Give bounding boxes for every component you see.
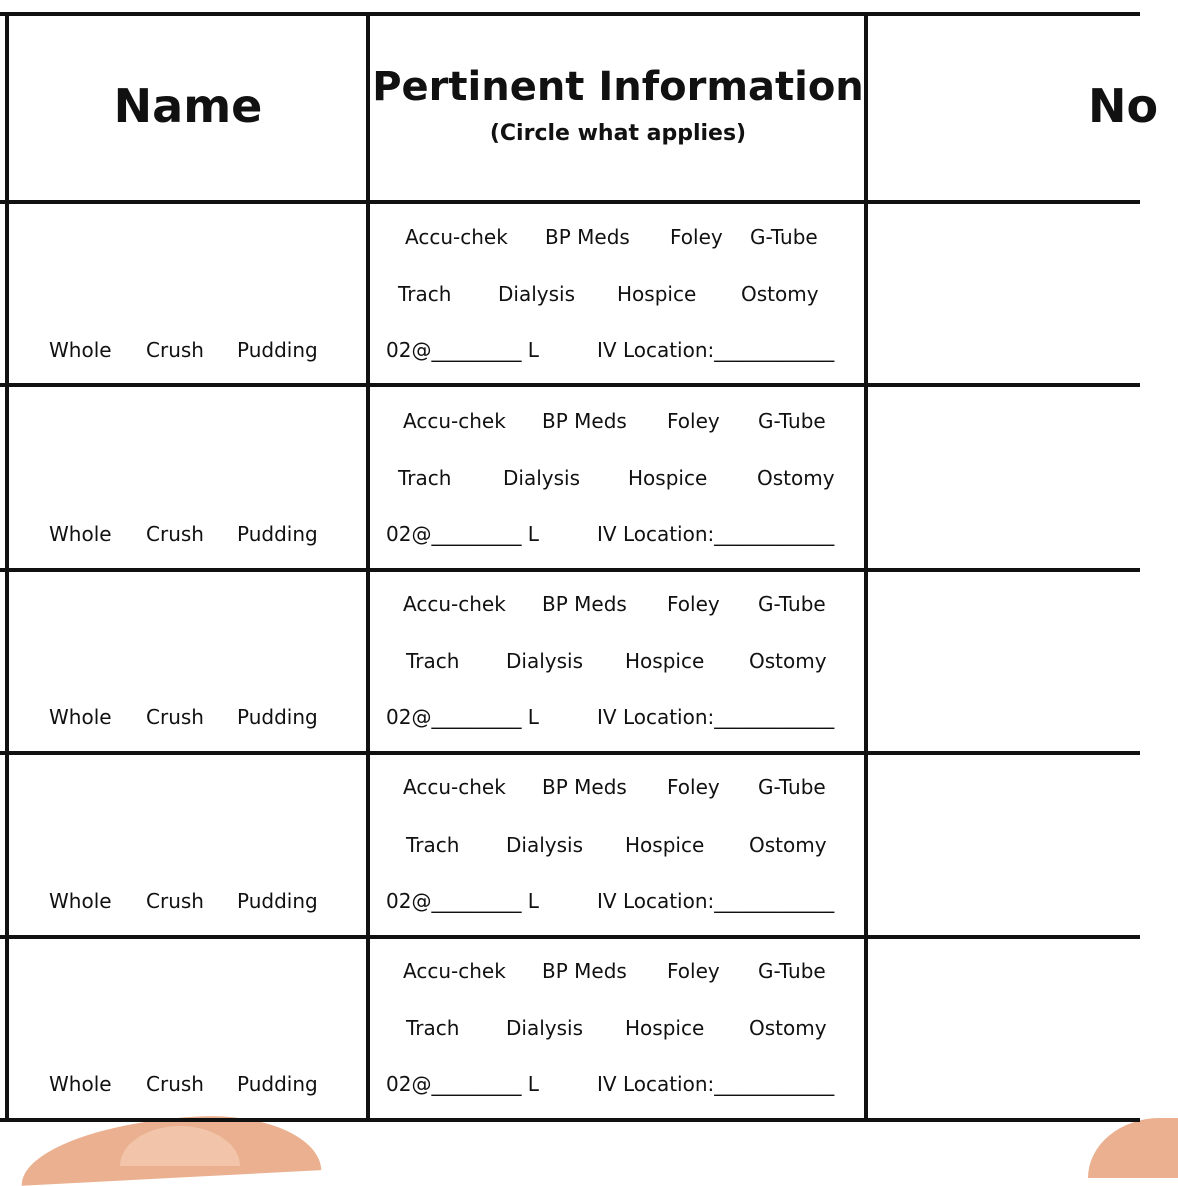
option-g-tube[interactable]: G-Tube <box>758 409 826 433</box>
med-option-crush[interactable]: Crush <box>146 889 204 913</box>
o2-liters-field[interactable]: 02@_________ L <box>386 1072 539 1096</box>
option-ostomy[interactable]: Ostomy <box>749 649 827 673</box>
column-header-notes: No <box>1088 79 1159 133</box>
option-accu-chek[interactable]: Accu-chek <box>405 225 508 249</box>
option-bp-meds[interactable]: BP Meds <box>545 225 630 249</box>
option-hospice[interactable]: Hospice <box>617 282 697 306</box>
option-g-tube[interactable]: G-Tube <box>758 775 826 799</box>
med-option-pudding[interactable]: Pudding <box>237 522 318 546</box>
option-foley[interactable]: Foley <box>667 592 720 616</box>
option-trach[interactable]: Trach <box>406 649 460 673</box>
patient-row <box>0 939 1140 1119</box>
med-option-crush[interactable]: Crush <box>146 522 204 546</box>
option-foley[interactable]: Foley <box>667 409 720 433</box>
column-header-subtitle: (Circle what applies) <box>489 121 747 146</box>
option-ostomy[interactable]: Ostomy <box>749 833 827 857</box>
column-header-name: Name <box>113 79 263 133</box>
decorative-leaf-shape-right <box>1088 1118 1178 1178</box>
option-dialysis[interactable]: Dialysis <box>506 833 584 857</box>
iv-location-field[interactable]: IV Location:____________ <box>597 705 835 729</box>
option-ostomy[interactable]: Ostomy <box>757 466 835 490</box>
option-trach[interactable]: Trach <box>398 466 452 490</box>
o2-liters-field[interactable]: 02@_________ L <box>386 522 539 546</box>
option-foley[interactable]: Foley <box>667 775 720 799</box>
patient-row <box>0 388 1140 568</box>
med-option-pudding[interactable]: Pudding <box>237 338 318 362</box>
option-bp-meds[interactable]: BP Meds <box>542 959 627 983</box>
patient-row <box>0 755 1140 935</box>
option-accu-chek[interactable]: Accu-chek <box>403 409 506 433</box>
med-option-pudding[interactable]: Pudding <box>237 889 318 913</box>
option-hospice[interactable]: Hospice <box>625 649 705 673</box>
option-trach[interactable]: Trach <box>406 1016 460 1040</box>
med-option-crush[interactable]: Crush <box>146 705 204 729</box>
option-g-tube[interactable]: G-Tube <box>758 959 826 983</box>
option-accu-chek[interactable]: Accu-chek <box>403 592 506 616</box>
option-accu-chek[interactable]: Accu-chek <box>403 959 506 983</box>
option-trach[interactable]: Trach <box>398 282 452 306</box>
option-foley[interactable]: Foley <box>667 959 720 983</box>
patient-row <box>0 572 1140 752</box>
iv-location-field[interactable]: IV Location:____________ <box>597 338 835 362</box>
option-hospice[interactable]: Hospice <box>625 833 705 857</box>
option-g-tube[interactable]: G-Tube <box>750 225 818 249</box>
med-option-pudding[interactable]: Pudding <box>237 705 318 729</box>
column-header-pertinent-information: Pertinent Information <box>372 64 864 110</box>
option-bp-meds[interactable]: BP Meds <box>542 592 627 616</box>
patient-row <box>0 204 1140 384</box>
iv-location-field[interactable]: IV Location:____________ <box>597 522 835 546</box>
option-trach[interactable]: Trach <box>406 833 460 857</box>
table-top-border <box>0 12 1140 16</box>
option-foley[interactable]: Foley <box>670 225 723 249</box>
o2-liters-field[interactable]: 02@_________ L <box>386 705 539 729</box>
option-accu-chek[interactable]: Accu-chek <box>403 775 506 799</box>
option-ostomy[interactable]: Ostomy <box>741 282 819 306</box>
option-dialysis[interactable]: Dialysis <box>506 1016 584 1040</box>
med-option-whole[interactable]: Whole <box>49 889 112 913</box>
med-option-pudding[interactable]: Pudding <box>237 1072 318 1096</box>
option-bp-meds[interactable]: BP Meds <box>542 775 627 799</box>
option-bp-meds[interactable]: BP Meds <box>542 409 627 433</box>
option-dialysis[interactable]: Dialysis <box>498 282 576 306</box>
option-ostomy[interactable]: Ostomy <box>749 1016 827 1040</box>
med-option-whole[interactable]: Whole <box>49 1072 112 1096</box>
iv-location-field[interactable]: IV Location:____________ <box>597 889 835 913</box>
med-option-whole[interactable]: Whole <box>49 705 112 729</box>
option-g-tube[interactable]: G-Tube <box>758 592 826 616</box>
option-hospice[interactable]: Hospice <box>628 466 708 490</box>
option-hospice[interactable]: Hospice <box>625 1016 705 1040</box>
option-dialysis[interactable]: Dialysis <box>503 466 581 490</box>
o2-liters-field[interactable]: 02@_________ L <box>386 338 539 362</box>
option-dialysis[interactable]: Dialysis <box>506 649 584 673</box>
o2-liters-field[interactable]: 02@_________ L <box>386 889 539 913</box>
med-option-whole[interactable]: Whole <box>49 338 112 362</box>
med-option-crush[interactable]: Crush <box>146 338 204 362</box>
med-option-crush[interactable]: Crush <box>146 1072 204 1096</box>
iv-location-field[interactable]: IV Location:____________ <box>597 1072 835 1096</box>
med-option-whole[interactable]: Whole <box>49 522 112 546</box>
